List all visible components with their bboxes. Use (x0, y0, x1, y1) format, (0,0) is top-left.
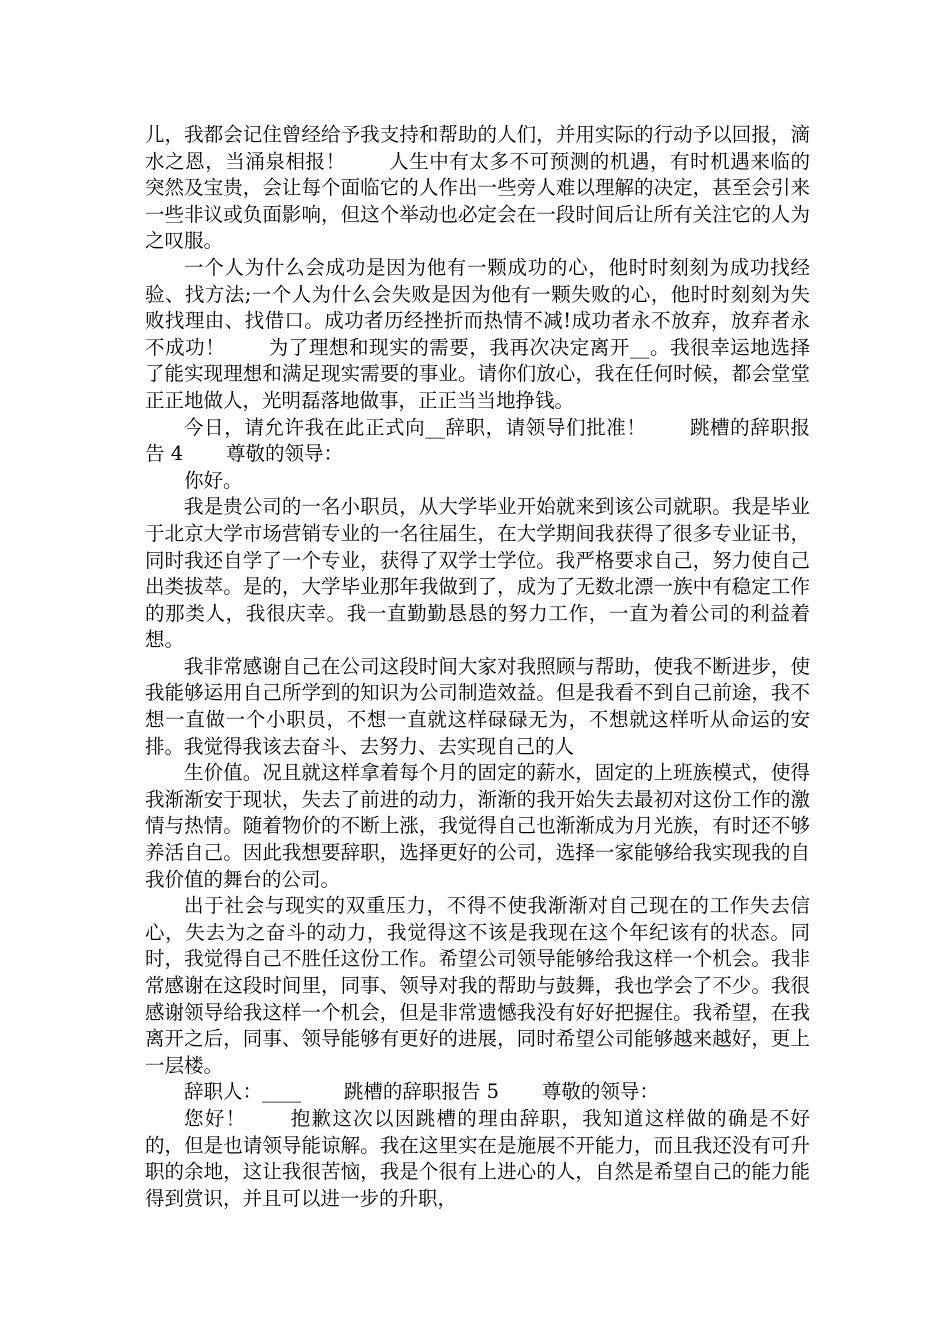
greeting: 你好。 (184, 468, 243, 492)
salutation: 尊敬的领导： (226, 442, 344, 466)
paragraph-4 (145, 468, 810, 495)
text-run: 抱歉这次以因跳槽的理由辞职，我知道这样做的确是不好的，但是也请领导能谅解。我在这里实在是施展不开能力，而且我还没有可升职的余地，这让我很苦恼，我是个很有上进心的人，自然是希望自己的能力能得到赏识，并且可以进一步的升职， (145, 1106, 810, 1210)
text-run: 为了理想和现实的需要，我再次决定离开__。我很幸运地选择了能实现理想和满足现实需要的事业。请你们放心，我在任何时候，都会堂堂正正地做人，光明磊落地做事，正正当当地挣钱。 (145, 335, 810, 412)
signature-line: 辞职人：____ (184, 1080, 302, 1104)
paragraph-7 (145, 760, 810, 893)
salutation: 尊敬的领导： (541, 1080, 659, 1104)
paragraph-6 (145, 654, 810, 760)
paragraph-5 (145, 494, 810, 654)
text-run: 生价值。况且就这样拿着每个月的固定的薪水，固定的上班族模式，使得我渐渐安于现状，失去了前进的动力，渐渐的我开始失去最初对这份工作的激情与热情。随着物价的不断上涨，我觉得自己也渐渐成为月光族，有时还不够养活自己。因此我想要辞职，选择更好的公司，选择一家能够给我实现我的自我价值的舞台的公司。 (145, 761, 810, 891)
text-run: 我非常感谢自己在公司这段时间大家对我照顾与帮助，使我不断进步，使我能够运用自己所学到的知识为公司制造效益。但是我看不到自己前途，我不想一直做一个小职员，不想一直就这样碌碌无为，不想就这样听从命运的安排。我觉得我该去奋斗、去努力、去实现自己的人 (145, 654, 810, 758)
document-page (145, 122, 810, 1212)
paragraph-2 (145, 255, 810, 415)
section-heading: 跳槽的辞职报告 5 (343, 1080, 500, 1104)
paragraph-8 (145, 893, 810, 1079)
text-run: 我是贵公司的一名小职员，从大学毕业开始就来到该公司就职。我是毕业于北京大学市场营销专业的一名往届生，在大学期间我获得了很多专业证书，同时我还自学了一个专业，获得了双学士学位。我严格要求自己，努力使自己出类拔萃。是的，大学毕业那年我做到了，成为了无数北漂一族中有稳定工作的那类人，我很庆幸。我一直勤勤恳恳的努力工作，一直为着公司的利益着想。 (145, 495, 810, 652)
paragraph-10 (145, 1106, 810, 1212)
text-run: 儿，我都会记住曾经给予我支持和帮助的人们，并用实际的行动予以回报，滴水之恩，当涌泉相报！ (145, 123, 810, 173)
paragraph-1 (145, 122, 810, 255)
text-run: 人生中有太多不可预测的机遇，有时机遇来临的突然及宝贵，会让每个面临它的人作出一些旁人难以理解的决定，甚至会引来一些非议或负面影响，但这个举动也必定会在一段时间后让所有关注它的人为之叹服。 (145, 149, 810, 253)
text-run: 一个人为什么会成功是因为他有一颗成功的心，他时时刻刻为成功找经验、找方法;一个人为什么会失败是因为他有一颗失败的心，他时时刻刻为失败找理由、找借口。成功者历经挫折而热情不减!成功者永不放弃，放弃者永不成功！ (145, 255, 810, 359)
paragraph-3 (145, 415, 810, 468)
text-run: 今日，请允许我在此正式向__辞职，请领导们批准！ (184, 415, 647, 439)
section-heading: 跳槽的辞职报告 4 (145, 415, 810, 466)
text-run: 出于社会与现实的双重压力，不得不使我渐渐对自己现在的工作失去信心，失去为之奋斗的动力，我觉得这不该是我现在这个年纪该有的状态。同时，我觉得自己不胜任这份工作。希望公司领导能够给我这样一个机会。我非常感谢在这段时间里，同事、领导对我的帮助与鼓舞，我也学会了不少。我很感谢领导给我这样一个机会，但是非常遗憾我没有好好把握住。我希望，在我离开之后，同事、领导能够有更好的进展，同时希望公司能够越来越好，更上一层楼。 (145, 894, 810, 1077)
greeting: 您好！ (184, 1106, 247, 1130)
paragraph-9 (145, 1079, 810, 1106)
